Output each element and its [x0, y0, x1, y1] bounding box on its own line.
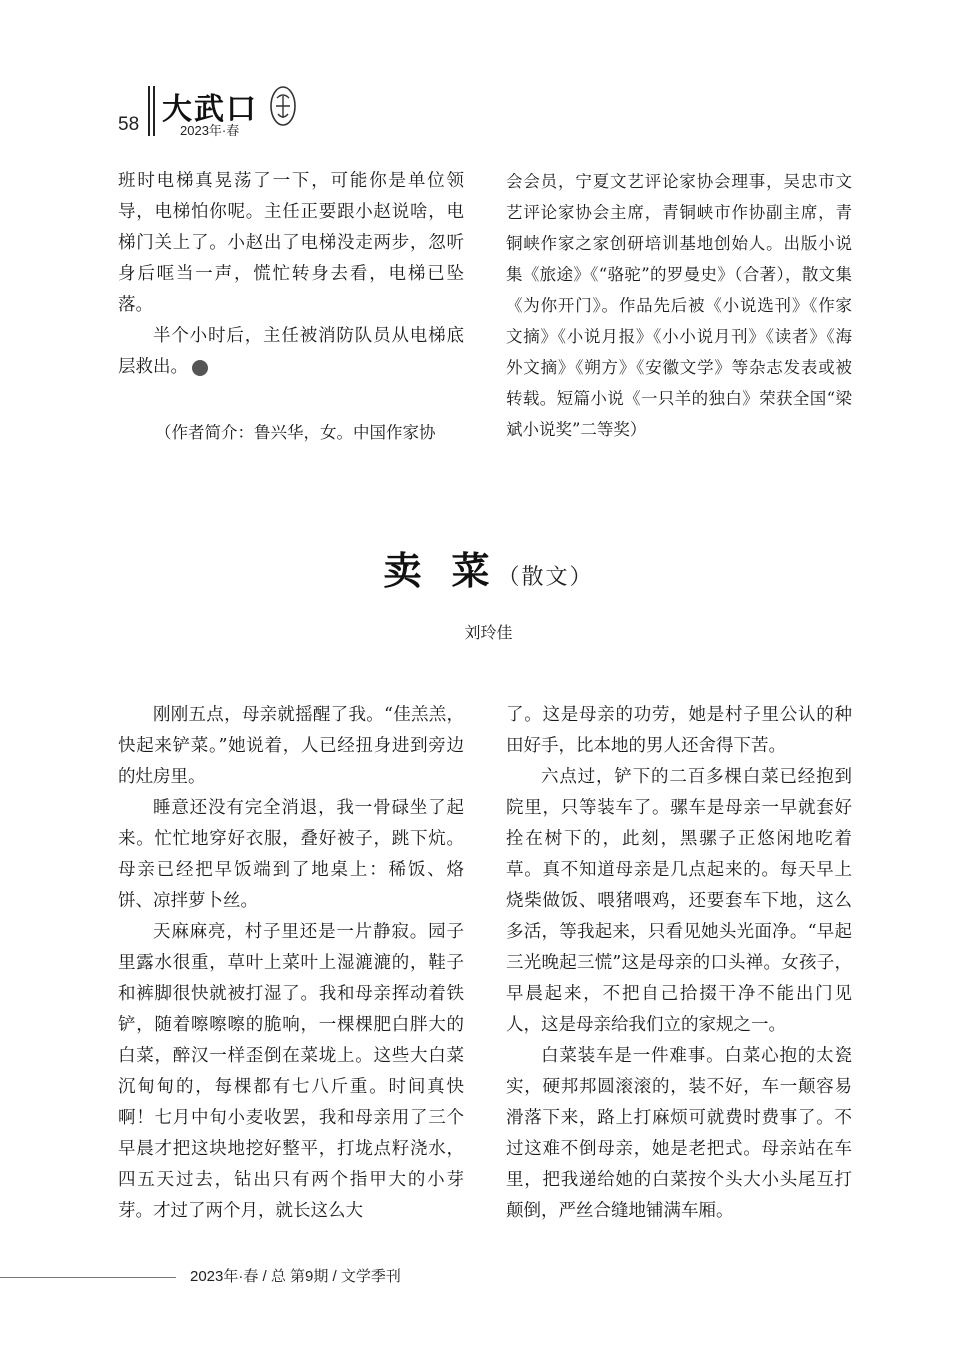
paragraph: 六点过，铲下的二百多棵白菜已经抱到院里，只等装车了。骡车是母亲一早就套好拴在树下的，此刻，黑骡子正悠闲地吃着草。真不知道母亲是几点起来的。每天早上烧柴做饭、喂猪喂鸡，还要套车下地，这么多活，等我起来，只看见她头光面净。“早起三光晚起三慌”这是母亲的口头禅。女孩子，早晨起来，不把自己拾掇干净不能出门见人，这是母亲给我们立的家规之一。 [506, 767, 852, 1035]
article-title-text: 卖菜 [383, 548, 520, 593]
end-mark-icon: W [192, 360, 208, 376]
paragraph: 白菜装车是一件难事。白菜心抱的太瓷实，硬邦邦圆滚滚的，装不好，车一颠容易滑落下来，路上打麻烦可就费时费事了。不过这难不倒母亲，她是老把式。母亲站在车里，把我递给她的白菜按个头大小头尾互打颠倒，严丝合缝地铺满车厢。 [506, 1046, 852, 1221]
header-divider [148, 86, 150, 136]
paragraph: 睡意还没有完全消退，我一骨碌坐了起来。忙忙地穿好衣服，叠好被子，跳下炕。母亲已经把早饭端到了地桌上：稀饭、烙饼、凉拌萝卜丝。 [118, 798, 464, 911]
author-bio [506, 166, 852, 445]
prev-article-text [118, 166, 464, 383]
paragraph: 了。这是母亲的功劳，她是村子里公认的种田好手，比本地的男人还舍得下苦。 [506, 705, 852, 756]
article-genre: （散文） [497, 565, 594, 590]
paragraph-with-end-mark [118, 321, 464, 383]
magazine-title: 大武口 [162, 92, 258, 127]
article-title [0, 540, 977, 595]
author-bio-lead: （作者简介：鲁兴华，女。中国作家协 [155, 423, 436, 442]
author-bio-text: 会会员，宁夏文艺评论家协会理事，吴忠市文艺评论家协会主席，青铜峡市作协副主席，青铜峡作家之家创研培训基地创始人。出版小说集《旅途》《“骆驼”的罗曼史》（合著），散文集《为你开门》。作品先后被《小说选刊》《作家文摘》《小说月报》《小小说月刊》《读者》《海外文摘》《朔方》《安徽文学》等杂志发表或被转载。短篇小说《一只羊的独白》荣获全国“梁斌小说奖”二等奖） [506, 172, 852, 439]
paragraph: 刚刚五点，母亲就摇醒了我。“佳羔羔，快起来铲菜。”她说着，人已经扭身进到旁边的灶房里。 [118, 705, 464, 787]
page-number: 58 [118, 114, 140, 135]
footer-rule [0, 1277, 176, 1278]
magazine-issue: 2023年·春 [180, 123, 240, 138]
article-author: 刘玲佳 [464, 623, 513, 642]
seal-logo-icon [268, 84, 298, 128]
article-left-column [118, 700, 464, 1227]
page-footer: 2023年·春 / 总 第9期 / 文学季刊 [190, 1268, 401, 1285]
header-divider [153, 86, 155, 136]
paragraph: 半个小时后，主任被消防队员从电梯底层救出。 [118, 326, 464, 377]
article-right-column [506, 700, 852, 1227]
page-header [0, 0, 977, 150]
paragraph: 天麻麻亮，村子里还是一片静寂。园子里露水很重，草叶上菜叶上湿漉漉的，鞋子和裤脚很快就被打湿了。我和母亲挥动着铁铲，随着嚓嚓嚓的脆响，一棵棵肥白胖大的白菜，醉汉一样歪倒在菜垅上。这些大白菜沉甸甸的，每棵都有七八斤重。时间真快啊！七月中旬小麦收罢，我和母亲用了三个早晨才把这块地挖好整平，打垅点籽浇水，四五天过去，钻出只有两个指甲大的小芽芽。才过了两个月，就长这么大 [118, 922, 464, 1221]
paragraph: 班时电梯真晃荡了一下，可能你是单位领导，电梯怕你呢。主任正要跟小赵说啥，电梯门关上了。小赵出了电梯没走两步，忽听身后哐当一声，慌忙转身去看，电梯已坠落。 [118, 171, 464, 315]
